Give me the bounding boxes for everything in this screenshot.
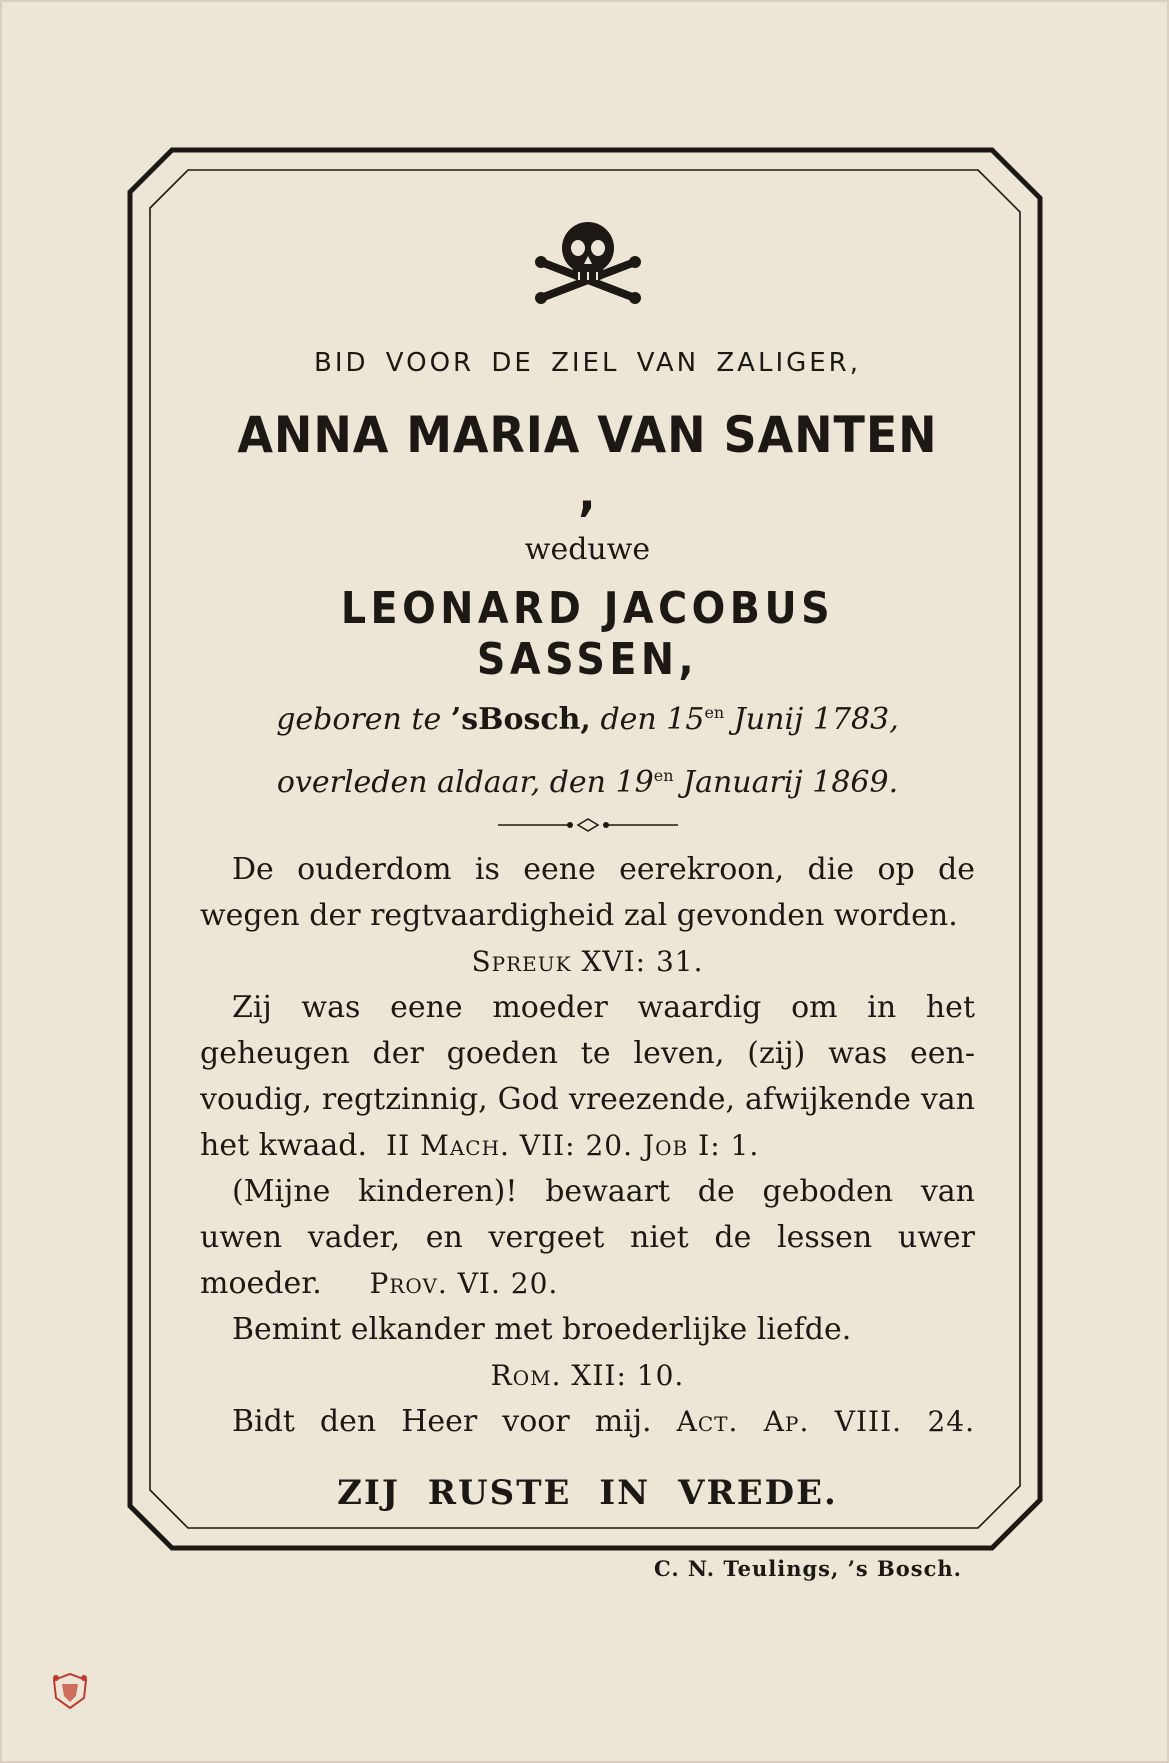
card-content	[200, 218, 975, 1513]
verse-5	[200, 1399, 975, 1445]
verse-4-reference: Rom. XII: 10.	[490, 1359, 685, 1392]
verse-2	[200, 985, 975, 1169]
birth-prefix: geboren te	[276, 702, 442, 737]
death-prefix: overleden aldaar,	[276, 765, 541, 800]
closing-line: ZIJ RUSTE IN VREDE.	[337, 1473, 838, 1513]
divider-ornament-icon	[498, 817, 678, 833]
death-day-suffix: en	[653, 766, 674, 785]
birth-line	[200, 685, 975, 748]
birth-place: ’sBosch,	[450, 702, 591, 737]
birth-den: den	[600, 702, 657, 737]
verse-4-text: Bemint elkander met broederlijke liefde.	[232, 1312, 852, 1347]
verse-2-reference: II Mach. VII: 20. Job I: 1.	[386, 1129, 760, 1162]
relation-text: weduwe	[524, 532, 651, 567]
birth-month-year: Junij 1783,	[733, 702, 899, 737]
deceased-name: ANNA MARIA VAN SANTEN ,	[237, 406, 938, 522]
verse-3-text: (Mijne kinderen)! bewaart de geboden van uwen vader, en vergeet niet de lessen uwer moeder.	[200, 1174, 975, 1301]
death-line	[200, 748, 975, 811]
verse-3	[200, 1169, 975, 1307]
printer-imprint: C. N. Teulings, ’s Bosch.	[653, 1556, 962, 1581]
death-den: den	[549, 765, 606, 800]
husband-name: LEONARD JACOBUS SASSEN,	[340, 583, 835, 685]
death-day: 19	[615, 765, 654, 800]
verse-5-reference: Act. Ap. VIII. 24.	[676, 1405, 975, 1438]
verse-2-text: Zij was eene moeder waardig om in het geheugen der goeden te leven, (zij) was een-voudig, regtzinnig, God vreezende, afwijkende van het kwaad.	[200, 990, 975, 1163]
red-coat-of-arms-stamp-icon	[48, 1672, 92, 1712]
prayer-heading: BID VOOR DE ZIEL VAN ZALIGER,	[313, 348, 862, 378]
skull-and-crossbones-icon	[533, 218, 643, 308]
verse-3-reference: Prov. VI. 20.	[369, 1267, 559, 1300]
verse-1-text: De ouderdom is eene eerekroon, die op de wegen der regtvaardigheid zal gevonden worden.	[200, 852, 975, 933]
birth-day: 15	[666, 702, 705, 737]
birth-day-suffix: en	[704, 703, 725, 722]
verse-5-text: Bidt den Heer voor mij.	[232, 1404, 652, 1439]
death-month-year: Januarij 1869.	[683, 765, 899, 800]
verse-1-reference: Spreuk XVI: 31.	[471, 945, 704, 978]
